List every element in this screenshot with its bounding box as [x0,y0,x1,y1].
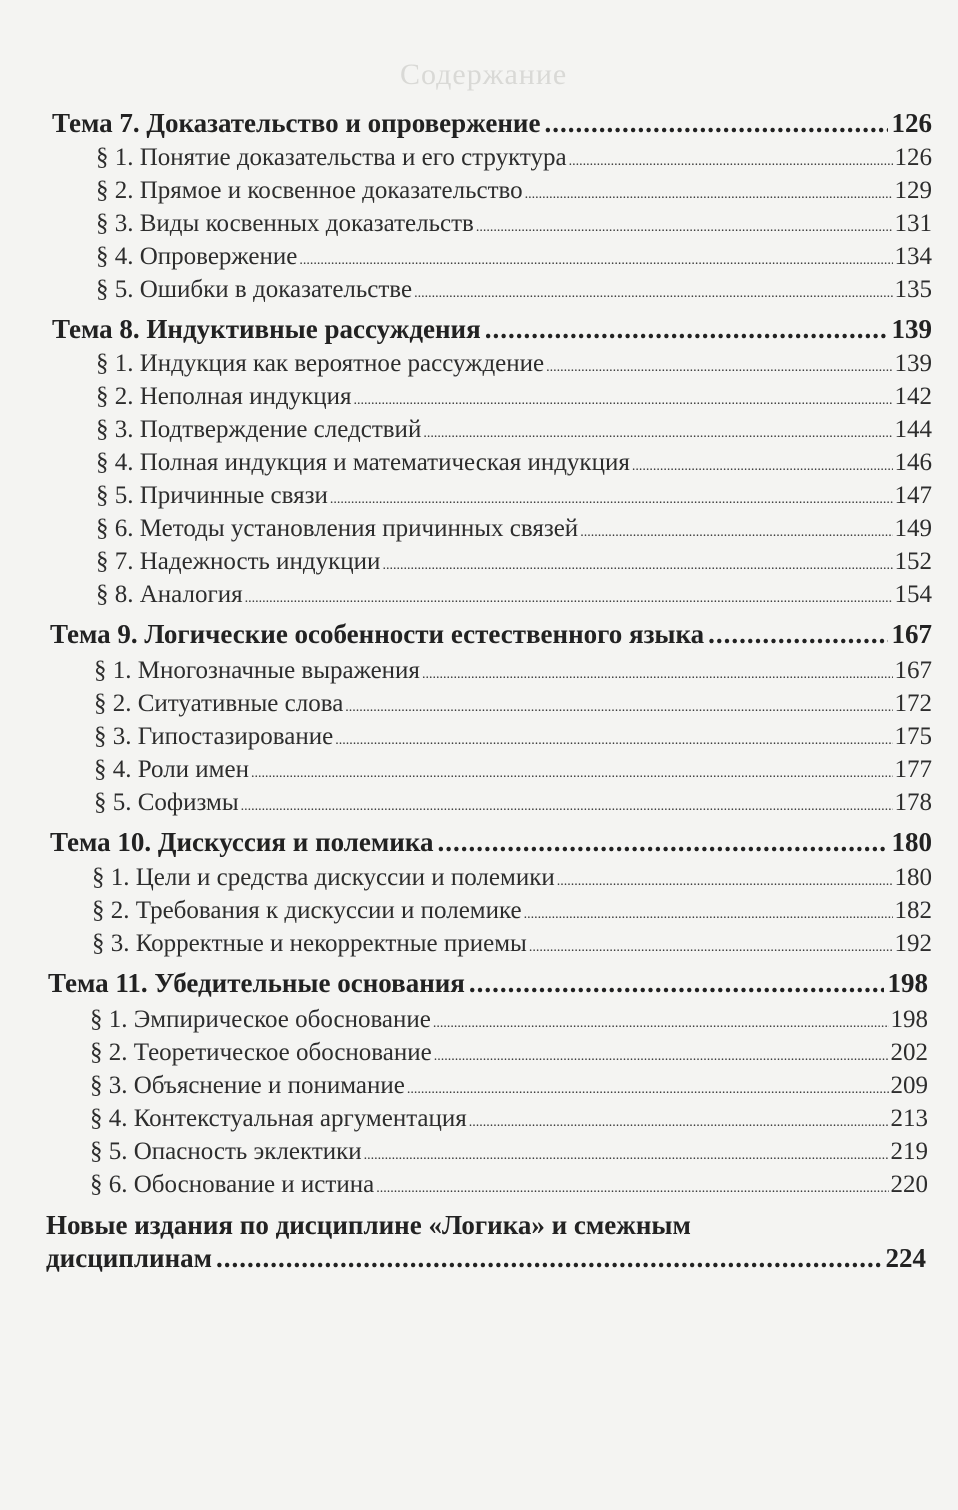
section-title: § 7. Надежность индукции [96,548,381,575]
page-number: 202 [890,1039,928,1066]
leader-dots [414,276,892,304]
page-number: 131 [894,210,932,237]
page-number: 167 [891,619,932,649]
page-number: 134 [894,243,932,270]
page-number: 146 [894,449,932,476]
toc-section[interactable] [96,581,932,609]
leader-dots [708,619,887,650]
toc-section[interactable] [96,350,932,378]
leader-dots [546,350,892,378]
toc-section[interactable] [96,482,932,510]
page-number: 219 [890,1138,928,1165]
leader-dots [438,827,888,858]
page-number: 198 [890,1006,928,1033]
page-number: 180 [894,864,932,891]
section-title: § 2. Теоретическое обоснование [90,1039,432,1066]
section-title: § 3. Гипостазирование [94,723,334,750]
leader-dots [330,482,893,510]
toc-section[interactable] [92,897,932,925]
toc-topic-9[interactable] [50,619,932,650]
toc-section[interactable] [90,1072,928,1100]
leader-dots [216,1243,881,1274]
section-title: § 2. Прямое и косвенное доказательство [96,177,523,204]
section-title: § 5. Причинные связи [96,482,328,509]
toc-section[interactable] [96,276,932,304]
toc-section[interactable] [94,657,932,685]
page-number: 149 [894,515,932,542]
page-number: 142 [894,383,932,410]
leader-dots [422,657,893,685]
toc-section[interactable] [90,1171,928,1199]
section-title: § 8. Аналогия [96,581,243,608]
page-number: 198 [887,968,928,998]
page-number: 224 [885,1243,926,1273]
page-number: 180 [891,827,932,857]
page-number: 154 [894,581,932,608]
leader-dots [469,1105,889,1133]
leader-dots [524,897,893,925]
section-title: § 6. Обоснование и истина [90,1171,375,1198]
toc-appendix[interactable] [46,1243,926,1274]
leader-dots [434,1039,889,1067]
toc-section[interactable] [96,548,932,576]
appendix-title-line-1: Новые издания по дисциплине «Логика» и смежным [46,1210,691,1240]
section-title: § 4. Контекстуальная аргументация [90,1105,467,1132]
topic-title: Тема 11. Убедительные основания [48,968,465,998]
leader-dots [335,723,892,751]
leader-dots [485,314,888,345]
page-number: 139 [891,314,932,344]
leader-dots [251,756,893,784]
toc-topic-10[interactable] [50,827,932,858]
toc-section[interactable] [96,515,932,543]
section-title: § 5. Софизмы [94,789,239,816]
toc-section[interactable] [90,1138,928,1166]
page-number: 129 [894,177,932,204]
section-title: § 4. Роли имен [94,756,249,783]
leader-dots [544,108,887,139]
leader-dots [469,968,884,999]
toc-section[interactable] [96,144,932,172]
page-number: 147 [894,482,932,509]
toc-section[interactable] [96,177,932,205]
page-number: 152 [894,548,932,575]
toc-topic-8[interactable] [52,314,932,345]
leader-dots [382,548,892,576]
page-number: 220 [890,1171,928,1198]
toc-topic-11[interactable] [48,968,928,999]
leader-dots [376,1171,888,1199]
section-title: § 4. Опровержение [96,243,298,270]
section-title: § 1. Эмпирическое обоснование [90,1006,431,1033]
page-number: 167 [894,657,932,684]
toc-section[interactable] [94,789,932,817]
leader-dots [241,789,893,817]
toc-section[interactable] [96,416,932,444]
leader-dots [407,1072,889,1100]
toc-section[interactable] [92,864,932,892]
section-title: § 1. Индукция как вероятное рассуждение [96,350,545,377]
page-number: 209 [890,1072,928,1099]
toc-section[interactable] [90,1105,928,1133]
toc-appendix-line-1[interactable] [46,1210,691,1241]
page-number: 135 [894,276,932,303]
toc-section[interactable] [96,210,932,238]
leader-dots [345,690,892,718]
section-title: § 1. Цели и средства дискуссии и полемики [92,864,555,891]
page-number: 144 [894,416,932,443]
leader-dots [525,177,893,205]
section-title: § 3. Виды косвенных доказательств [96,210,474,237]
toc-section[interactable] [90,1006,928,1034]
section-title: § 3. Объяснение и понимание [90,1072,405,1099]
section-title: § 3. Подтверждение следствий [96,416,422,443]
leader-dots [580,515,892,543]
section-title: § 5. Ошибки в доказательстве [96,276,413,303]
toc-section[interactable] [94,723,932,751]
leader-dots [299,243,892,271]
leader-dots [569,144,893,172]
section-title: § 4. Полная индукция и математическая индукция [96,449,630,476]
topic-title: Тема 8. Индуктивные рассуждения [52,314,481,344]
leader-dots [557,864,893,892]
page-number: 177 [894,756,932,783]
page-number: 139 [894,350,932,377]
leader-dots [433,1006,889,1034]
toc-section[interactable] [90,1039,928,1067]
section-title: § 5. Опасность эклектики [90,1138,362,1165]
topic-title: Тема 9. Логические особенности естественного языка [50,619,705,649]
leader-dots [476,210,893,238]
leader-dots [245,581,893,609]
page-number: 175 [894,723,932,750]
section-title: § 2. Неполная индукция [96,383,352,410]
section-title: § 1. Многозначные выражения [94,657,420,684]
page-number: 172 [894,690,932,717]
page-number: 126 [894,144,932,171]
toc-section[interactable] [92,930,932,958]
section-title: § 2. Требования к дискуссии и полемике [92,897,522,924]
bleed-through-header: Содержание [400,58,568,91]
topic-title: Тема 10. Дискуссия и полемика [50,827,434,857]
section-title: § 3. Корректные и некорректные приемы [92,930,527,957]
page-number: 178 [894,789,932,816]
page-number: 192 [894,930,932,957]
topic-title: Тема 7. Доказательство и опровержение [52,108,541,138]
leader-dots [354,383,893,411]
section-title: § 1. Понятие доказательства и его структура [96,144,567,171]
toc-section[interactable] [94,690,932,718]
page-number: 182 [894,897,932,924]
toc-section[interactable] [96,383,932,411]
leader-dots [632,449,893,477]
toc-section[interactable] [96,243,932,271]
appendix-title-line-2: дисциплинам [46,1243,213,1273]
toc-section[interactable] [96,449,932,477]
section-title: § 6. Методы установления причинных связей [96,515,579,542]
page-number: 213 [890,1105,928,1132]
toc-section[interactable] [94,756,932,784]
leader-dots [423,416,892,444]
toc-topic-7[interactable] [52,108,932,139]
page-number: 126 [891,108,932,138]
leader-dots [364,1138,889,1166]
section-title: § 2. Ситуативные слова [94,690,344,717]
leader-dots [529,930,893,958]
